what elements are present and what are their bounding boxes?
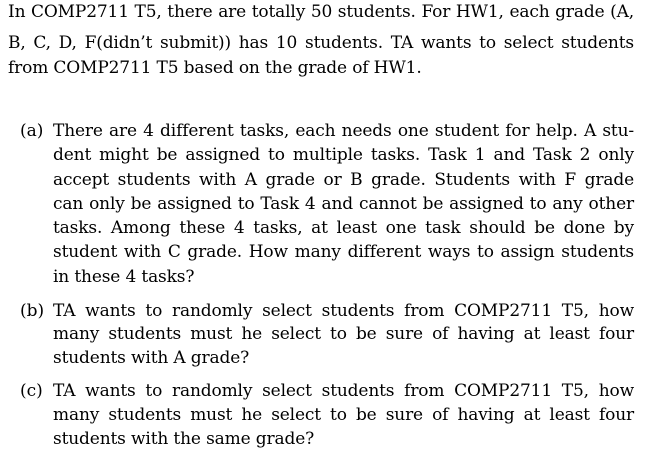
question-line: many students must he select to be sure of having at least four: [53, 405, 634, 425]
question-label: (b): [20, 301, 45, 321]
question-line: student with C grade. How many different ways to assign students: [53, 242, 634, 262]
question-label: (a): [20, 121, 44, 141]
question-label: (c): [20, 381, 43, 401]
question-line: in these 4 tasks?: [53, 267, 195, 287]
intro-line: B, C, D, F(didn’t submit)) has 10 students. TA wants to select students: [8, 33, 634, 53]
question-line: can only be assigned to Task 4 and cannot be assigned to any other: [53, 194, 634, 214]
question-line: dent might be assigned to multiple tasks. Task 1 and Task 2 only: [53, 145, 634, 165]
question-line: students with A grade?: [53, 348, 250, 368]
question-line: TA wants to randomly select students from COMP2711 T5, how: [53, 381, 634, 401]
question-line: TA wants to randomly select students from COMP2711 T5, how: [53, 301, 634, 321]
intro-line: from COMP2711 T5 based on the grade of HW1.: [8, 58, 422, 78]
question-line: There are 4 different tasks, each needs one student for help. A stu-: [53, 121, 634, 141]
intro-line: In COMP2711 T5, there are totally 50 students. For HW1, each grade (A,: [8, 2, 634, 22]
question-line: many students must he select to be sure of having at least four: [53, 324, 634, 344]
question-line: students with the same grade?: [53, 429, 315, 449]
question-line: tasks. Among these 4 tasks, at least one task should be done by: [53, 218, 634, 238]
question-line: accept students with A grade or B grade. Students with F grade: [53, 170, 634, 190]
